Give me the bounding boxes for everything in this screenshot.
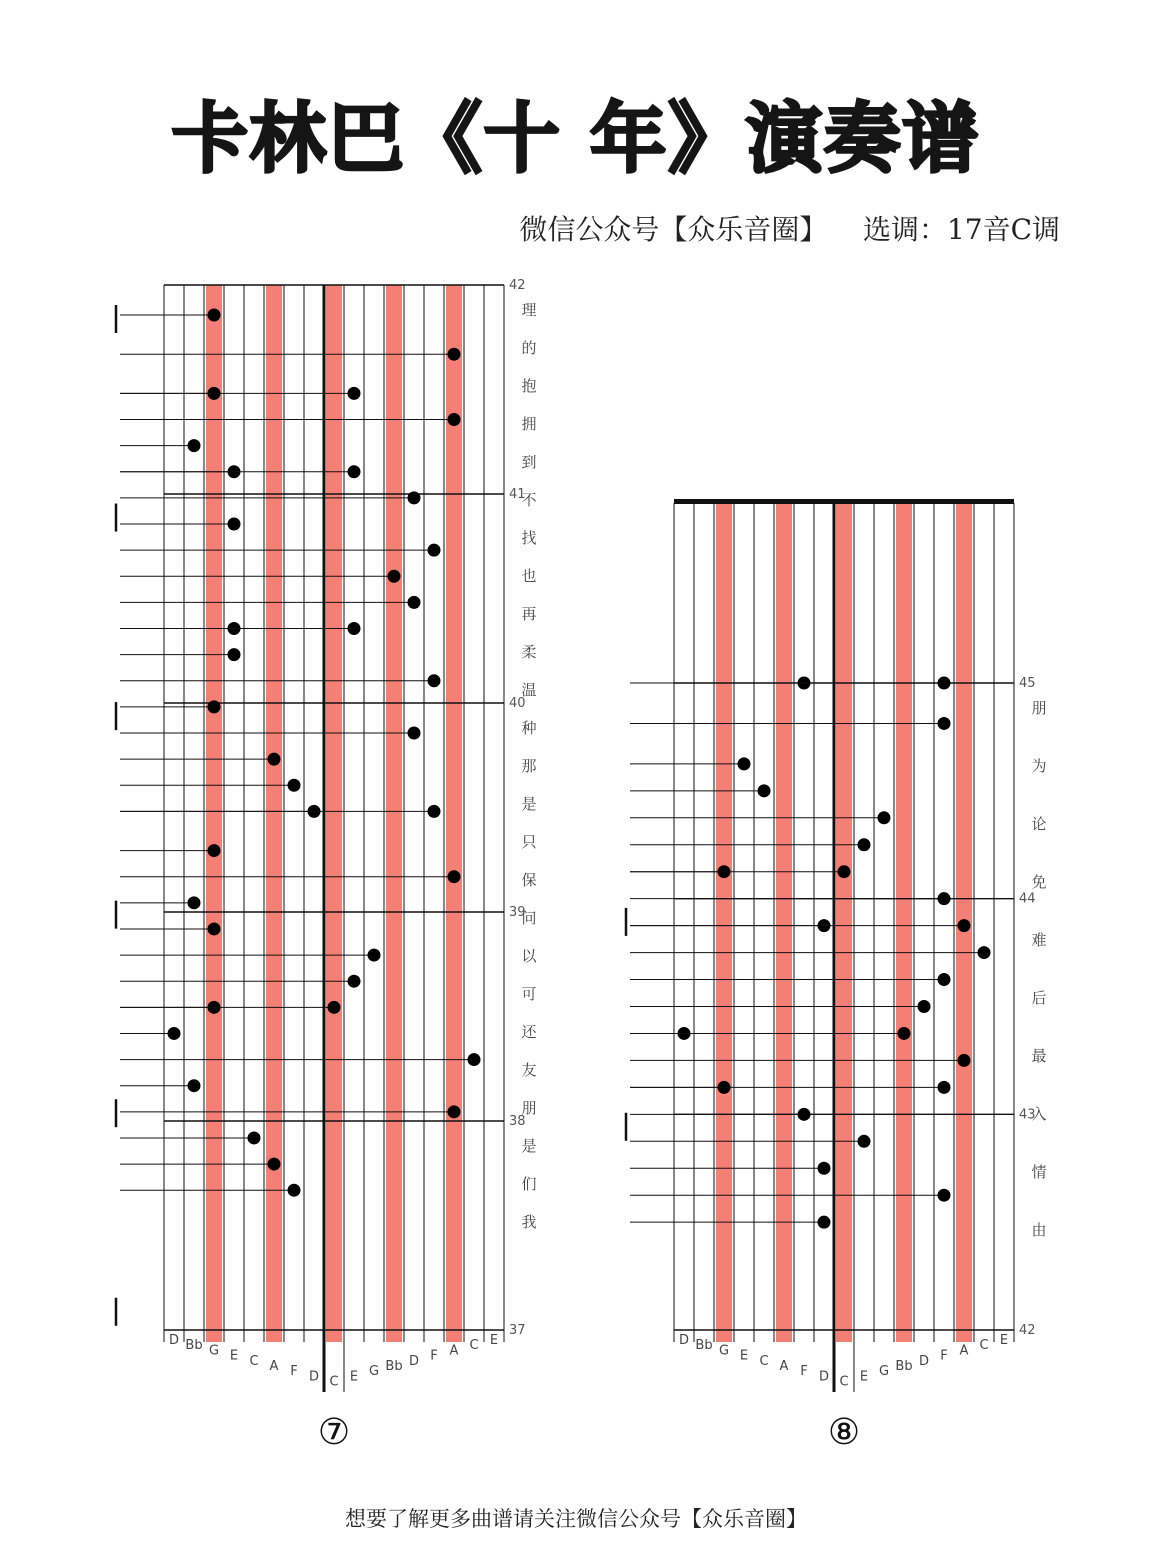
key-label: E bbox=[349, 1369, 359, 1385]
measure-number: 37 bbox=[509, 1323, 526, 1338]
footer-note: 想要了解更多曲谱请关注微信公众号【众乐音圈】 bbox=[345, 1507, 807, 1531]
tine-highlight bbox=[836, 503, 852, 1342]
page-title: 卡林巴《十 年》演奏谱 bbox=[171, 94, 981, 183]
key-label: C bbox=[979, 1338, 989, 1354]
key-label: G bbox=[208, 1343, 220, 1359]
note-dot bbox=[188, 439, 201, 452]
note-dot bbox=[208, 700, 221, 713]
note-dot bbox=[208, 844, 221, 857]
tine-highlight bbox=[896, 503, 912, 1342]
tine-highlight bbox=[446, 285, 462, 1342]
measure-number: 44 bbox=[1019, 891, 1036, 907]
note-dot bbox=[228, 648, 241, 661]
note-dot bbox=[288, 1184, 301, 1197]
key-label: C bbox=[249, 1353, 259, 1369]
note-dot bbox=[408, 491, 421, 504]
note-dot bbox=[958, 919, 971, 932]
note-dot bbox=[838, 865, 851, 878]
note-dot bbox=[958, 1054, 971, 1067]
measure-number: 45 bbox=[1019, 676, 1036, 691]
key-label: A bbox=[779, 1359, 789, 1374]
note-dot bbox=[228, 518, 241, 531]
note-dot bbox=[208, 309, 221, 322]
page-subtitle: 微信公众号【众乐音圈】 选调：17音C调 bbox=[519, 213, 1060, 246]
note-dot bbox=[938, 1081, 951, 1094]
measure-number: 41 bbox=[509, 487, 526, 502]
lyric-char: 抱 bbox=[521, 377, 537, 395]
key-label: D bbox=[168, 1333, 180, 1348]
note-dot bbox=[168, 1027, 181, 1040]
key-label: A bbox=[449, 1343, 459, 1359]
key-label: D bbox=[818, 1369, 830, 1385]
lyric-char: 们 bbox=[521, 1175, 537, 1193]
lyric-char: 问 bbox=[521, 909, 537, 927]
lyric-char: 情 bbox=[1031, 1163, 1047, 1181]
note-dot bbox=[448, 348, 461, 361]
lyric-char: 后 bbox=[1031, 989, 1047, 1007]
key-label: D bbox=[918, 1353, 930, 1369]
lyric-char: 也 bbox=[521, 567, 537, 585]
measure-number: 39 bbox=[509, 905, 526, 920]
note-dot bbox=[448, 413, 461, 426]
lyric-char: 拥 bbox=[521, 415, 537, 433]
key-label: C bbox=[839, 1374, 849, 1390]
lyric-char: 找 bbox=[521, 529, 537, 547]
lyric-char: 朋 bbox=[1031, 699, 1047, 717]
key-label: F bbox=[800, 1364, 808, 1380]
lyric-char: 再 bbox=[521, 605, 537, 623]
note-dot bbox=[938, 892, 951, 905]
note-dot bbox=[758, 784, 771, 797]
key-label: E bbox=[739, 1348, 749, 1364]
key-label: D bbox=[308, 1369, 320, 1385]
lyric-char: 为 bbox=[1031, 757, 1047, 775]
key-label: Bb bbox=[895, 1359, 913, 1374]
tine-highlight bbox=[386, 285, 402, 1342]
note-dot bbox=[938, 1189, 951, 1202]
key-label: C bbox=[759, 1353, 769, 1369]
measure-number: 38 bbox=[509, 1114, 526, 1129]
lyric-char: 种 bbox=[521, 719, 537, 737]
key-label: E bbox=[489, 1333, 499, 1348]
note-dot bbox=[938, 677, 951, 690]
note-dot bbox=[978, 946, 991, 959]
note-dot bbox=[898, 1027, 911, 1040]
lyric-char: 到 bbox=[521, 453, 537, 471]
note-dot bbox=[818, 1216, 831, 1229]
note-dot bbox=[288, 779, 301, 792]
tine-highlight bbox=[326, 285, 342, 1342]
key-label: F bbox=[290, 1364, 298, 1380]
note-dot bbox=[468, 1053, 481, 1066]
measure-number: 42 bbox=[509, 278, 526, 293]
note-dot bbox=[408, 596, 421, 609]
lyric-char: 柔 bbox=[521, 643, 537, 661]
note-dot bbox=[738, 757, 751, 770]
lyric-char: 免 bbox=[1031, 873, 1047, 891]
panel-8 bbox=[626, 499, 1047, 1453]
measure-number: 43 bbox=[1019, 1107, 1036, 1123]
key-label: D bbox=[408, 1353, 420, 1369]
lyric-char: 保 bbox=[521, 871, 537, 889]
note-dot bbox=[428, 544, 441, 557]
note-dot bbox=[428, 674, 441, 687]
note-dot bbox=[878, 811, 891, 824]
tine-highlight bbox=[206, 285, 222, 1342]
note-dot bbox=[388, 570, 401, 583]
key-label: D bbox=[678, 1333, 690, 1348]
note-dot bbox=[368, 949, 381, 962]
key-label: A bbox=[269, 1359, 279, 1374]
tine-highlight bbox=[716, 503, 732, 1342]
key-label: A bbox=[959, 1343, 969, 1359]
key-label: G bbox=[718, 1343, 730, 1359]
lyric-char: 以 bbox=[521, 947, 537, 965]
note-dot bbox=[938, 973, 951, 986]
note-dot bbox=[188, 896, 201, 909]
note-dot bbox=[858, 1135, 871, 1148]
panel-number: ⑦ bbox=[317, 1412, 351, 1453]
note-dot bbox=[818, 1162, 831, 1175]
note-dot bbox=[348, 975, 361, 988]
key-label: C bbox=[329, 1374, 339, 1390]
key-label: Bb bbox=[385, 1359, 403, 1374]
lyric-char: 难 bbox=[1031, 931, 1047, 949]
note-dot bbox=[798, 1108, 811, 1121]
lyric-char: 友 bbox=[521, 1061, 537, 1079]
key-label: E bbox=[229, 1348, 239, 1364]
lyric-char: 我 bbox=[521, 1213, 537, 1231]
lyric-char: 只 bbox=[521, 833, 537, 851]
measure-number: 40 bbox=[509, 696, 526, 711]
top-bar bbox=[674, 499, 1014, 504]
lyric-char: 论 bbox=[1031, 815, 1047, 833]
key-label: C bbox=[469, 1338, 479, 1354]
lyric-char: 理 bbox=[521, 301, 537, 319]
lyric-char: 那 bbox=[521, 757, 537, 775]
note-dot bbox=[268, 753, 281, 766]
lyric-char: 是 bbox=[521, 1137, 537, 1155]
tine-highlight bbox=[776, 503, 792, 1342]
lyric-char: 入 bbox=[1031, 1105, 1047, 1123]
note-dot bbox=[208, 922, 221, 935]
note-dot bbox=[328, 1001, 341, 1014]
key-label: G bbox=[878, 1364, 890, 1380]
note-dot bbox=[348, 465, 361, 478]
key-label: F bbox=[430, 1348, 438, 1364]
lyric-char: 最 bbox=[1031, 1047, 1047, 1065]
lyric-char: 由 bbox=[1031, 1221, 1047, 1239]
measure-number: 42 bbox=[1019, 1323, 1036, 1338]
note-dot bbox=[268, 1158, 281, 1171]
note-dot bbox=[448, 870, 461, 883]
key-label: Bb bbox=[185, 1338, 203, 1354]
note-dot bbox=[448, 1105, 461, 1118]
key-label: Bb bbox=[695, 1338, 713, 1354]
note-dot bbox=[348, 622, 361, 635]
lyric-char: 可 bbox=[521, 985, 537, 1003]
note-dot bbox=[348, 387, 361, 400]
note-dot bbox=[918, 1000, 931, 1013]
tine-highlight bbox=[266, 285, 282, 1342]
note-dot bbox=[428, 805, 441, 818]
key-label: F bbox=[940, 1348, 948, 1364]
lyric-char: 的 bbox=[521, 339, 537, 357]
lyric-char: 是 bbox=[521, 795, 537, 813]
note-dot bbox=[408, 727, 421, 740]
note-dot bbox=[188, 1079, 201, 1092]
note-dot bbox=[858, 838, 871, 851]
note-dot bbox=[938, 717, 951, 730]
note-dot bbox=[248, 1131, 261, 1144]
key-label: E bbox=[859, 1369, 869, 1385]
panel-number: ⑧ bbox=[827, 1412, 861, 1453]
lyric-char: 温 bbox=[521, 681, 537, 699]
lyric-char: 不 bbox=[521, 491, 537, 509]
panel-7 bbox=[116, 278, 537, 1453]
lyric-char: 朋 bbox=[521, 1099, 537, 1117]
key-label: E bbox=[999, 1333, 1009, 1348]
lyric-char: 还 bbox=[521, 1023, 537, 1041]
key-label: G bbox=[368, 1364, 380, 1380]
